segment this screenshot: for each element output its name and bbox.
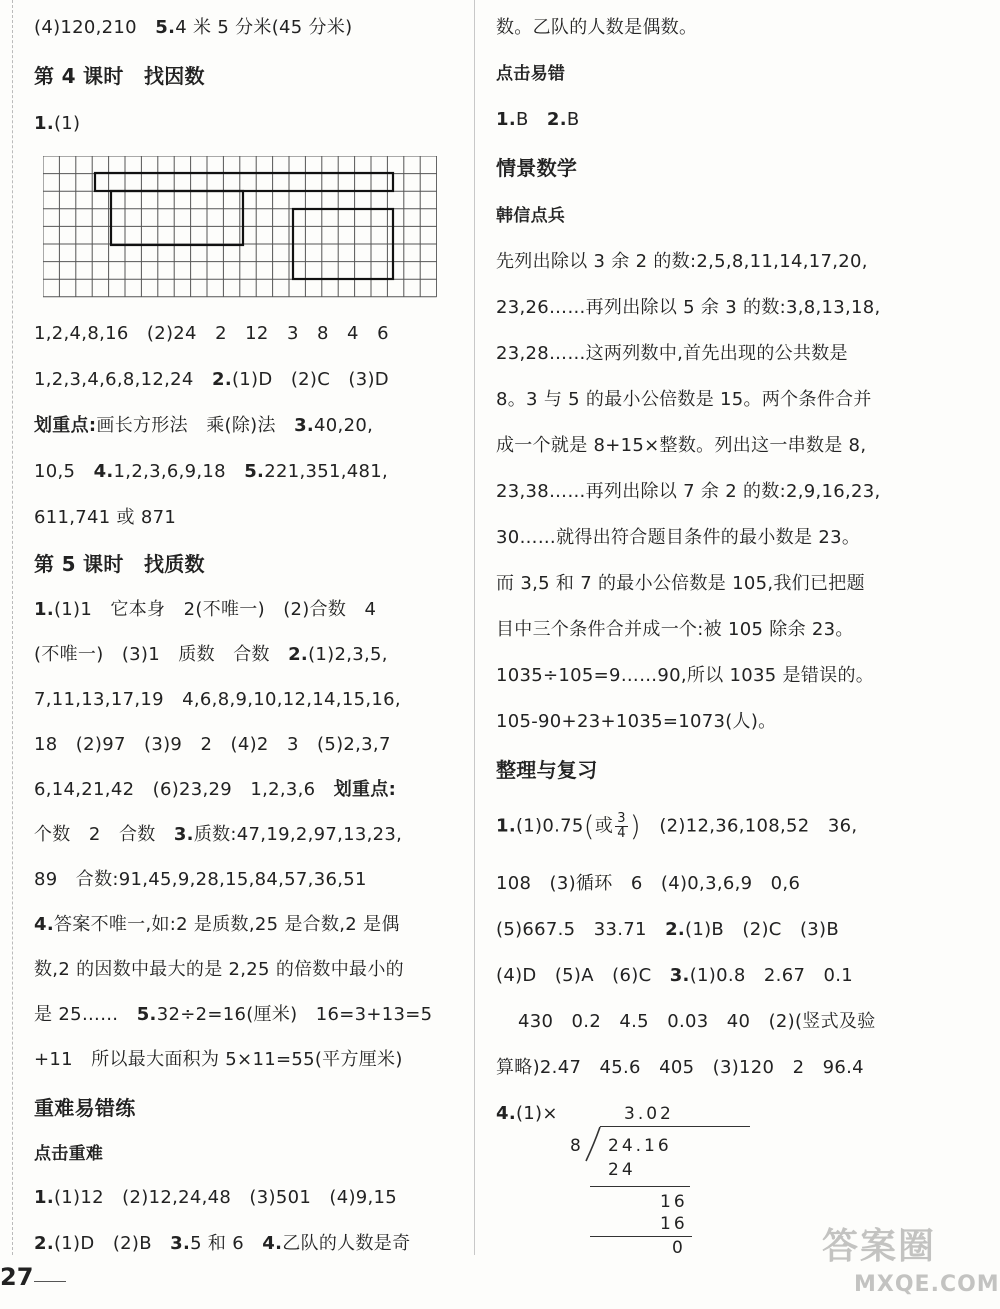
division-rule (590, 1236, 692, 1237)
section-heading-scene-math: 情景数学 (496, 156, 578, 180)
section-heading-hard: 重难易错练 (34, 1096, 136, 1120)
answer-line: 划重点:画长方形法 乘(除)法 3.40,20, (34, 415, 374, 436)
paragraph-line: 23,38……再列出除以 7 余 2 的数:2,9,16,23, (496, 481, 881, 502)
answer-line: 89 合数:91,45,9,28,15,84,57,36,51 (34, 869, 367, 890)
answer-line: 个数 2 合数 3.质数:47,19,2,97,13,23, (34, 824, 403, 845)
answer-line: 4.答案不唯一,如:2 是质数,25 是合数,2 是偶 (34, 914, 400, 935)
answer-line: 108 (3)循环 6 (4)0,3,6,9 0,6 (496, 873, 801, 894)
paragraph-line: 1035÷105=9……90,所以 1035 是错误的。 (496, 665, 875, 686)
paragraph-line: 先列出除以 3 余 2 的数:2,5,8,11,14,17,20, (496, 251, 868, 272)
division-step: 24 (608, 1160, 636, 1180)
answer-line: 数。乙队的人数是偶数。 (496, 17, 698, 38)
answer-line: 1.(1)0.75(或 $\frac{3}{4}$ ) (2)12,36,108,52 36, (496, 809, 858, 843)
watermark-logo: 答案圈 MXQE.COM (822, 1226, 1000, 1297)
division-quotient: 3.02 (624, 1104, 674, 1124)
paragraph-line: 105-90+23+1035=1073(人)。 (496, 711, 777, 732)
answer-line: 7,11,13,17,19 4,6,8,9,10,12,14,15,16, (34, 689, 401, 710)
division-bar (600, 1126, 750, 1127)
paragraph-line: 目中三个条件合并成一个:被 105 除余 23。 (496, 619, 854, 640)
paragraph-line: 30……就得出符合题目条件的最小数是 23。 (496, 527, 861, 548)
answer-line: (4)120,210 5.4 米 5 分米(45 分米) (34, 17, 353, 38)
subheading-mistakes: 点击易错 (496, 64, 566, 84)
section-heading-lesson-5: 第 5 课时 找质数 (34, 552, 205, 576)
factor-grid-diagram (43, 156, 437, 298)
answer-line: 1.(1)12 (2)12,24,48 (3)501 (4)9,15 (34, 1187, 398, 1208)
page-number: 27 (0, 1263, 34, 1291)
answer-line: 算略)2.47 45.6 405 (3)120 2 96.4 (496, 1057, 864, 1078)
answer-line: (4)D (5)A (6)C 3.(1)0.8 2.67 0.1 (496, 965, 854, 986)
paragraph-line: 23,28……这两列数中,首先出现的公共数是 (496, 343, 848, 364)
section-heading-lesson-4: 第 4 课时 找因数 (34, 64, 205, 88)
answer-line: 1.(1)1 它本身 2(不唯一) (2)合数 4 (34, 599, 377, 620)
answer-line: 4.(1)× (496, 1103, 558, 1124)
rect-16x1 (95, 173, 393, 191)
answer-line: 6,14,21,42 (6)23,29 1,2,3,6 划重点: (34, 779, 397, 800)
subheading-key-points: 点击重难 (34, 1144, 104, 1164)
division-step: 16 (660, 1192, 688, 1212)
answer-line: (不唯一) (3)1 质数 合数 2.(1)2,3,5, (34, 644, 388, 665)
answer-line: (5)667.5 33.71 2.(1)B (2)C (3)B (496, 919, 839, 940)
answer-line: +11 所以最大面积为 5×11=55(平方厘米) (34, 1049, 403, 1070)
column-divider (474, 0, 475, 1255)
fraction-three-quarters: $\frac{3}{4}$ (617, 811, 626, 841)
subheading-hanxin: 韩信点兵 (496, 206, 566, 226)
paragraph-line: 8。3 与 5 的最小公倍数是 15。两个条件合并 (496, 389, 872, 410)
division-step: 16 (660, 1214, 688, 1234)
division-bracket (584, 1126, 602, 1162)
paragraph-line: 成一个就是 8+15×整数。列出这一串数是 8, (496, 435, 867, 456)
answer-line: 1.(1) (34, 113, 81, 134)
page-number-dash (34, 1281, 66, 1282)
answer-line: 10,5 4.1,2,3,6,9,18 5.221,351,481, (34, 461, 389, 482)
answer-line: 611,741 或 871 (34, 507, 177, 528)
answer-line: 1.B 2.B (496, 109, 580, 130)
section-heading-review: 整理与复习 (496, 758, 598, 782)
paragraph-line: 23,26……再列出除以 5 余 3 的数:3,8,13,18, (496, 297, 881, 318)
answer-line: 1,2,3,4,6,8,12,24 2.(1)D (2)C (3)D (34, 369, 389, 390)
paragraph-line: 而 3,5 和 7 的最小公倍数是 105,我们已把题 (496, 573, 865, 594)
division-remainder: 0 (672, 1238, 686, 1258)
division-dividend: 24.16 (608, 1136, 672, 1156)
answer-line: 是 25…… 5.32÷2=16(厘米) 16=3+13=5 (34, 1004, 433, 1025)
answer-line: 430 0.2 4.5 0.03 40 (2)(竖式及验 (518, 1011, 876, 1032)
answer-line: 2.(1)D (2)B 3.5 和 6 4.乙队的人数是奇 (34, 1233, 411, 1254)
division-rule (590, 1186, 690, 1187)
answer-line: 1,2,4,8,16 (2)24 2 12 3 8 4 6 (34, 323, 389, 344)
long-division-work (560, 1098, 780, 1263)
binding-margin-line (12, 0, 13, 1255)
division-divisor: 8 (570, 1136, 584, 1156)
answer-line: 18 (2)97 (3)9 2 (4)2 3 (5)2,3,7 (34, 734, 391, 755)
answer-line: 数,2 的因数中最大的是 2,25 的倍数中最小的 (34, 959, 404, 980)
